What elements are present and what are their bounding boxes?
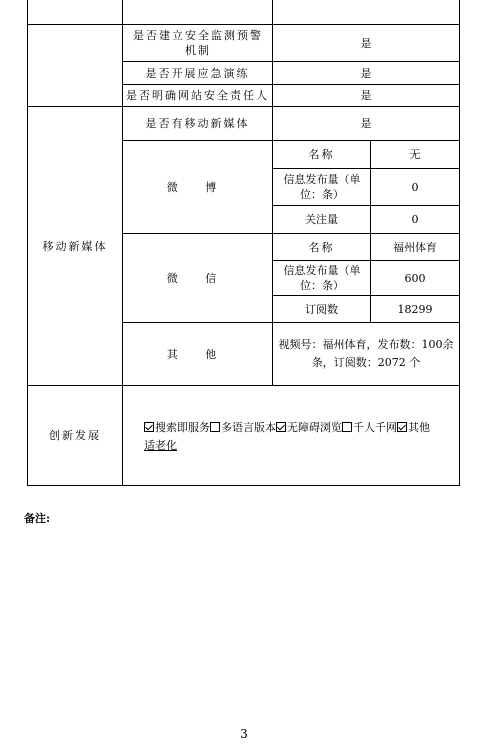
remarks-label: 备注:: [24, 512, 51, 525]
weibo-label: 微 博: [166, 180, 229, 194]
page-number: 3: [240, 727, 248, 741]
checkbox-checked-icon[interactable]: [276, 422, 286, 432]
has-mobile-answer: 是: [360, 117, 372, 130]
option-label: 无障碍浏览: [287, 421, 342, 434]
weibo-posts-label: 信息发布量（单位：条）: [283, 173, 361, 201]
option-other[interactable]: [397, 421, 430, 434]
checkbox-empty-icon[interactable]: [210, 422, 220, 432]
weibo-name-value: 无: [409, 148, 421, 161]
option-label: 多语言版本: [221, 421, 276, 434]
wechat-posts-value: 600: [404, 271, 426, 285]
wechat-label: 微 信: [166, 271, 229, 285]
other-description: 视频号：福州体育，发布数：100余条，订阅数：2072 个: [278, 338, 454, 369]
weibo-name-label: 名称: [308, 148, 335, 161]
option-search-as-service[interactable]: [144, 421, 210, 434]
checkbox-checked-icon[interactable]: [397, 422, 407, 432]
option-accessible-browsing[interactable]: [276, 421, 342, 434]
option-personalized[interactable]: [342, 421, 397, 434]
wechat-name-label: 名称: [308, 240, 335, 254]
option-multilingual[interactable]: [210, 421, 276, 434]
option-label: 搜索即服务: [155, 421, 210, 434]
innovation-label: 创新发展: [49, 429, 101, 442]
other-label: 其 他: [166, 347, 229, 361]
option-label: 千人千网: [353, 421, 397, 434]
weibo-posts-value: 0: [411, 180, 419, 194]
wechat-subs-label: 订阅数: [305, 302, 338, 316]
checkbox-checked-icon[interactable]: [144, 422, 154, 432]
innovation-options: [144, 419, 460, 455]
drill-answer: 是: [360, 66, 372, 80]
responsible-answer: 是: [360, 89, 372, 102]
responsible-question: 是否明确网站安全责任人: [126, 89, 269, 102]
wechat-name-value: 福州体育: [393, 240, 437, 254]
mobile-media-label: 移动新媒体: [42, 239, 108, 253]
weibo-followers-value: 0: [411, 213, 419, 226]
weibo-followers-label: 关注量: [305, 213, 338, 226]
option-label: 其他: [408, 421, 430, 434]
drill-question: 是否开展应急演练: [145, 66, 250, 80]
has-mobile-question: 是否有移动新媒体: [145, 117, 250, 130]
other-option-text: 适老化: [144, 439, 177, 452]
wechat-subs-value: 18299: [397, 302, 433, 316]
monitoring-answer: 是: [360, 36, 372, 50]
wechat-posts-label: 信息发布量（单位：条）: [283, 264, 361, 292]
monitoring-question: 是否建立安全监测预警机制: [133, 29, 263, 57]
checkbox-empty-icon[interactable]: [342, 422, 352, 432]
